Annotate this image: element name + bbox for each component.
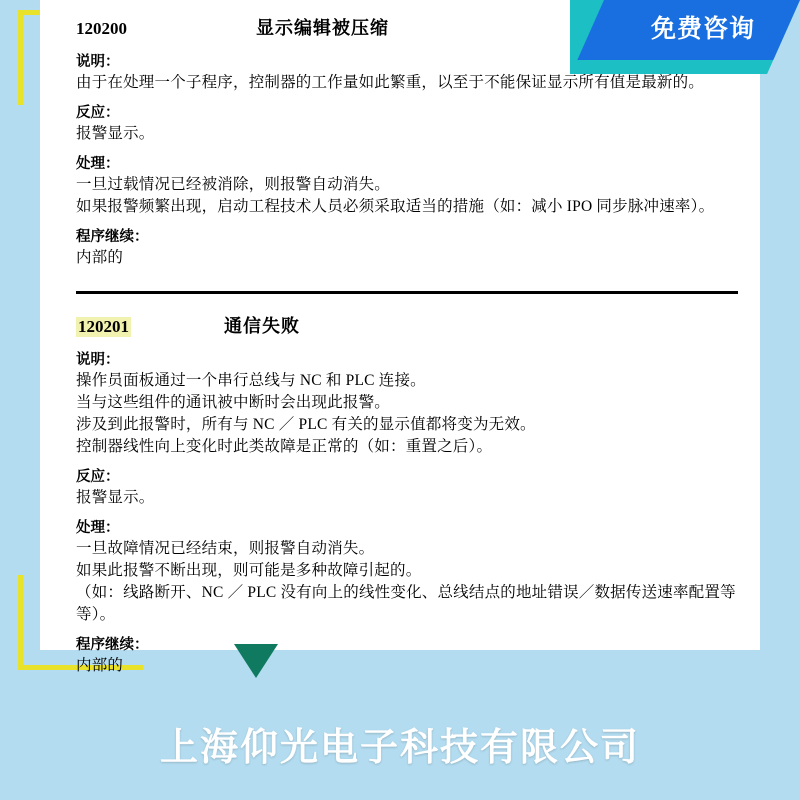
section-text: 涉及到此报警时，所有与 NC ／ PLC 有关的显示值都将变为无效。 [76, 416, 536, 433]
decorative-triangle [234, 644, 278, 678]
section-label-description: 说明： [76, 352, 120, 368]
section-label-continue: 程序继续： [76, 637, 149, 653]
section-label-remedy: 处理： [76, 520, 120, 536]
section-text: 一旦故障情况已经结束，则报警自动消失。 [76, 540, 375, 557]
section-text: 如果报警频繁出现，启动工程技术人员必须采取适当的措施（如：减小 IPO 同步脉冲速率）。 [76, 198, 715, 215]
section-text: 如果此报警不断出现，则可能是多种故障引起的。 [76, 562, 422, 579]
section-text: 由于在处理一个子程序，控制器的工作量如此繁重，以至于不能保证显示所有值是最新的。 [76, 74, 705, 91]
section-text: 操作员面板通过一个串行总线与 NC 和 PLC 连接。 [76, 372, 426, 389]
section-text: 控制器线性向上变化时此类故障是正常的（如：重置之后）。 [76, 438, 493, 455]
section-label-reaction: 反应： [76, 469, 120, 485]
section-divider [76, 291, 738, 294]
section-label-remedy: 处理： [76, 156, 120, 172]
section-text: （如：线路断开、NC ／ PLC 没有向上的线性变化、总线结点的地址错误／数据传送速率配置等等）。 [76, 584, 736, 623]
section-text: 一旦过载情况已经被消除，则报警自动消失。 [76, 176, 391, 193]
section-text: 当与这些组件的通讯被中断时会出现此报警。 [76, 394, 391, 411]
banner-label: 免费咨询 [650, 15, 755, 43]
document-page [40, 0, 760, 674]
section-text: 报警显示。 [76, 125, 155, 142]
alarm-title: 显示编辑被压缩 [256, 18, 389, 38]
section-text: 内部的 [76, 657, 124, 674]
alarm-title: 通信失败 [224, 316, 300, 336]
alarm-header [76, 312, 738, 338]
section-label-continue: 程序继续： [76, 229, 149, 245]
section-text: 报警显示。 [76, 489, 155, 506]
section-label-description: 说明： [76, 54, 120, 70]
section-text: 内部的 [76, 249, 124, 266]
free-consultation-banner[interactable] [570, 0, 800, 74]
section-label-reaction: 反应： [76, 105, 120, 121]
alarm-block-2 [76, 312, 738, 677]
alarm-code: 120200 [76, 19, 127, 38]
company-watermark: 上海仰光电子科技有限公司 [159, 727, 640, 769]
alarm-code-highlighted: 120201 [78, 317, 129, 336]
